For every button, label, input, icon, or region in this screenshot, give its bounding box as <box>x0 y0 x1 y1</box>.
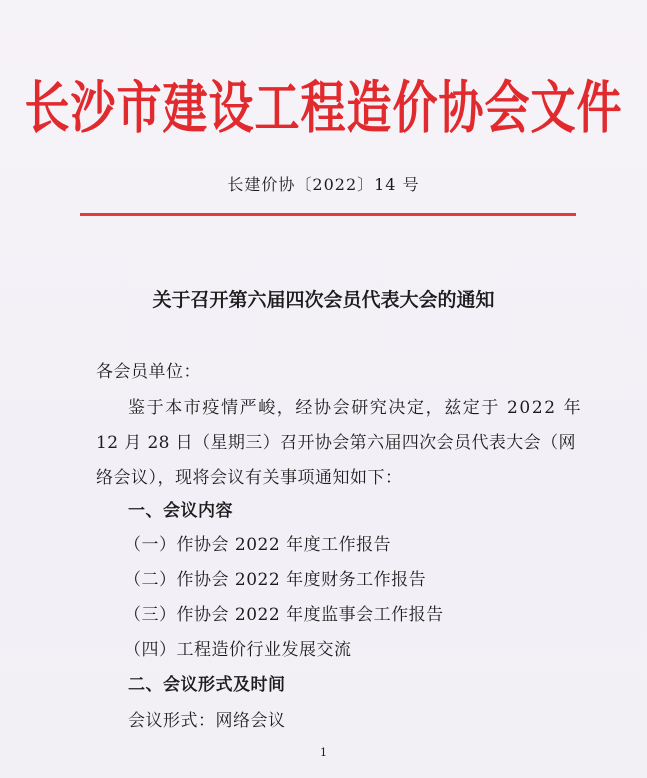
page-number: 1 <box>320 746 327 759</box>
section-heading-format: 二、会议形式及时间 <box>128 675 286 695</box>
document-number: 长建价协〔2022〕14 号 <box>227 175 420 194</box>
list-item: （三）作协会 2022 年度监事会工作报告 <box>124 605 444 625</box>
list-item: （一）作协会 2022 年度工作报告 <box>124 535 392 555</box>
list-item: （二）作协会 2022 年度财务工作报告 <box>124 570 427 590</box>
salutation: 各会员单位： <box>96 362 201 382</box>
paragraph-line: 12 月 28 日（星期三）召开协会第六届四次会员代表大会（网 <box>96 433 576 453</box>
paragraph-line: 鉴于本市疫情严峻，经协会研究决定，兹定于 2022 年 <box>128 398 583 418</box>
list-item: （四）工程造价行业发展交流 <box>124 640 352 660</box>
section-heading-content: 一、会议内容 <box>128 501 233 521</box>
red-divider <box>80 213 576 216</box>
org-header-title: 长沙市建设工程造价协会文件 <box>24 74 623 141</box>
notice-title: 关于召开第六届四次会员代表大会的通知 <box>152 289 495 311</box>
meeting-form: 会议形式：网络会议 <box>128 711 286 731</box>
paragraph-line: 络会议），现将会议有关事项通知如下： <box>96 468 403 488</box>
